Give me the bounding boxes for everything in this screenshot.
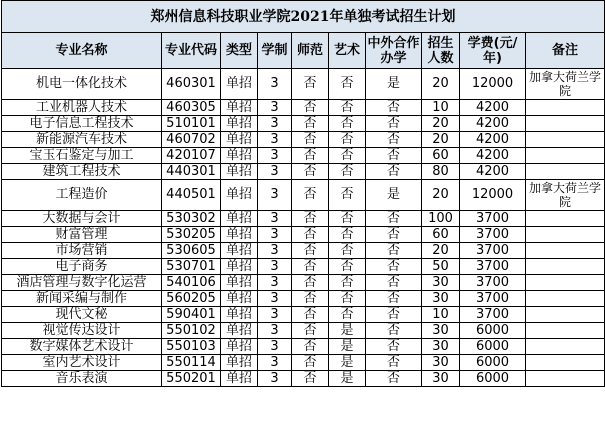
- cell-art: 否: [329, 307, 366, 323]
- header-count: 招生人数: [422, 33, 460, 69]
- cell-coop: 否: [366, 259, 422, 275]
- cell-note: [526, 211, 605, 227]
- cell-code: 540106: [162, 275, 221, 291]
- cell-note: [526, 164, 605, 180]
- cell-count: 30: [422, 339, 460, 355]
- cell-art: 否: [329, 164, 366, 180]
- cell-name: 机电一体化技术: [2, 69, 162, 100]
- cell-coop: 否: [366, 211, 422, 227]
- cell-count: 30: [422, 355, 460, 371]
- cell-fee: 3700: [460, 227, 526, 243]
- cell-code: 510101: [162, 116, 221, 132]
- cell-count: 20: [422, 69, 460, 100]
- cell-normal: 否: [292, 339, 329, 355]
- cell-count: 30: [422, 371, 460, 387]
- table-row: [2, 148, 605, 164]
- cell-note: [526, 339, 605, 355]
- cell-name: 电子信息工程技术: [2, 116, 162, 132]
- cell-note: [526, 132, 605, 148]
- cell-art: 否: [329, 275, 366, 291]
- cell-fee: 3700: [460, 211, 526, 227]
- cell-years: 3: [258, 116, 292, 132]
- cell-normal: 否: [292, 148, 329, 164]
- cell-count: 30: [422, 275, 460, 291]
- cell-fee: 6000: [460, 355, 526, 371]
- cell-coop: 否: [366, 116, 422, 132]
- cell-art: 否: [329, 69, 366, 100]
- cell-fee: 12000: [460, 69, 526, 100]
- header-coop: 中外合作办学: [366, 33, 422, 69]
- cell-art: 是: [329, 371, 366, 387]
- cell-count: 100: [422, 211, 460, 227]
- cell-count: 30: [422, 291, 460, 307]
- cell-normal: 否: [292, 291, 329, 307]
- cell-code: 550102: [162, 323, 221, 339]
- header-art: 艺术: [329, 33, 366, 69]
- cell-coop: 否: [366, 339, 422, 355]
- table-row: [2, 275, 605, 291]
- cell-art: 是: [329, 339, 366, 355]
- cell-code: 550201: [162, 371, 221, 387]
- cell-coop: 否: [366, 371, 422, 387]
- cell-years: 3: [258, 227, 292, 243]
- cell-art: 否: [329, 132, 366, 148]
- cell-count: 20: [422, 243, 460, 259]
- cell-fee: 6000: [460, 323, 526, 339]
- table-row: [2, 291, 605, 307]
- cell-name: 大数据与会计: [2, 211, 162, 227]
- cell-normal: 否: [292, 307, 329, 323]
- cell-normal: 否: [292, 227, 329, 243]
- cell-art: 否: [329, 180, 366, 211]
- table-row: [2, 132, 605, 148]
- cell-note: [526, 291, 605, 307]
- cell-code: 550103: [162, 339, 221, 355]
- cell-coop: 是: [366, 180, 422, 211]
- cell-name: 工业机器人技术: [2, 100, 162, 116]
- cell-years: 3: [258, 164, 292, 180]
- cell-years: 3: [258, 355, 292, 371]
- cell-type: 单招: [221, 227, 258, 243]
- enrollment-plan-table: [1, 0, 605, 387]
- cell-note: [526, 307, 605, 323]
- cell-code: 440501: [162, 180, 221, 211]
- cell-normal: 否: [292, 275, 329, 291]
- cell-type: 单招: [221, 132, 258, 148]
- cell-years: 3: [258, 275, 292, 291]
- cell-type: 单招: [221, 259, 258, 275]
- cell-type: 单招: [221, 323, 258, 339]
- cell-count: 20: [422, 132, 460, 148]
- cell-count: 30: [422, 323, 460, 339]
- cell-art: 是: [329, 355, 366, 371]
- cell-normal: 否: [292, 100, 329, 116]
- cell-normal: 否: [292, 371, 329, 387]
- cell-normal: 否: [292, 259, 329, 275]
- cell-name: 电子商务: [2, 259, 162, 275]
- cell-code: 590401: [162, 307, 221, 323]
- cell-name: 音乐表演: [2, 371, 162, 387]
- cell-art: 否: [329, 116, 366, 132]
- cell-fee: 3700: [460, 307, 526, 323]
- cell-coop: 否: [366, 164, 422, 180]
- cell-name: 市场营销: [2, 243, 162, 259]
- cell-coop: 是: [366, 69, 422, 100]
- cell-normal: 否: [292, 180, 329, 211]
- cell-name: 财富管理: [2, 227, 162, 243]
- cell-fee: 4200: [460, 100, 526, 116]
- cell-name: 建筑工程技术: [2, 164, 162, 180]
- cell-years: 3: [258, 148, 292, 164]
- cell-fee: 4200: [460, 148, 526, 164]
- cell-type: 单招: [221, 291, 258, 307]
- table-row: [2, 164, 605, 180]
- cell-years: 3: [258, 243, 292, 259]
- cell-count: 60: [422, 148, 460, 164]
- table-row: [2, 100, 605, 116]
- cell-fee: 4200: [460, 132, 526, 148]
- cell-note: [526, 148, 605, 164]
- cell-name: 酒店管理与数字化运营: [2, 275, 162, 291]
- cell-fee: 3700: [460, 275, 526, 291]
- cell-type: 单招: [221, 148, 258, 164]
- cell-note: 加拿大荷兰学院: [526, 69, 605, 100]
- cell-coop: 否: [366, 307, 422, 323]
- cell-type: 单招: [221, 116, 258, 132]
- cell-code: 420107: [162, 148, 221, 164]
- table-row: [2, 243, 605, 259]
- table-row: [2, 259, 605, 275]
- cell-name: 宝玉石鉴定与加工: [2, 148, 162, 164]
- cell-type: 单招: [221, 339, 258, 355]
- cell-code: 440301: [162, 164, 221, 180]
- cell-name: 室内艺术设计: [2, 355, 162, 371]
- header-fee: 学费(元/年): [460, 33, 526, 69]
- header-normal: 师范: [292, 33, 329, 69]
- cell-normal: 否: [292, 323, 329, 339]
- cell-count: 10: [422, 307, 460, 323]
- cell-type: 单招: [221, 100, 258, 116]
- cell-name: 现代文秘: [2, 307, 162, 323]
- cell-name: 数字媒体艺术设计: [2, 339, 162, 355]
- cell-code: 460301: [162, 69, 221, 100]
- cell-name: 视觉传达设计: [2, 323, 162, 339]
- cell-note: 加拿大荷兰学院: [526, 180, 605, 211]
- cell-note: [526, 275, 605, 291]
- cell-code: 460305: [162, 100, 221, 116]
- cell-count: 20: [422, 180, 460, 211]
- cell-years: 3: [258, 323, 292, 339]
- table-row: [2, 69, 605, 100]
- cell-years: 3: [258, 339, 292, 355]
- cell-years: 3: [258, 291, 292, 307]
- cell-fee: 4200: [460, 164, 526, 180]
- cell-normal: 否: [292, 164, 329, 180]
- cell-coop: 否: [366, 100, 422, 116]
- cell-note: [526, 243, 605, 259]
- cell-coop: 否: [366, 132, 422, 148]
- cell-type: 单招: [221, 371, 258, 387]
- cell-years: 3: [258, 211, 292, 227]
- cell-normal: 否: [292, 132, 329, 148]
- table-row: [2, 323, 605, 339]
- cell-fee: 3700: [460, 259, 526, 275]
- cell-type: 单招: [221, 69, 258, 100]
- cell-type: 单招: [221, 164, 258, 180]
- cell-fee: 3700: [460, 291, 526, 307]
- cell-art: 否: [329, 100, 366, 116]
- table-row: [2, 211, 605, 227]
- cell-type: 单招: [221, 243, 258, 259]
- cell-note: [526, 323, 605, 339]
- table-row: [2, 355, 605, 371]
- cell-normal: 否: [292, 69, 329, 100]
- cell-coop: 否: [366, 291, 422, 307]
- cell-art: 否: [329, 211, 366, 227]
- table-title: 郑州信息科技职业学院2021年单独考试招生计划: [2, 1, 605, 33]
- cell-normal: 否: [292, 355, 329, 371]
- cell-note: [526, 355, 605, 371]
- table-row: [2, 371, 605, 387]
- table-row: [2, 180, 605, 211]
- cell-coop: 否: [366, 275, 422, 291]
- cell-code: 530302: [162, 211, 221, 227]
- cell-name: 新能源汽车技术: [2, 132, 162, 148]
- cell-normal: 否: [292, 243, 329, 259]
- cell-years: 3: [258, 180, 292, 211]
- cell-type: 单招: [221, 307, 258, 323]
- cell-name: 工程造价: [2, 180, 162, 211]
- table-row: [2, 307, 605, 323]
- cell-fee: 3700: [460, 243, 526, 259]
- cell-coop: 否: [366, 323, 422, 339]
- cell-code: 560205: [162, 291, 221, 307]
- cell-years: 3: [258, 371, 292, 387]
- cell-type: 单招: [221, 355, 258, 371]
- cell-code: 550114: [162, 355, 221, 371]
- cell-code: 460702: [162, 132, 221, 148]
- cell-fee: 12000: [460, 180, 526, 211]
- cell-type: 单招: [221, 180, 258, 211]
- cell-name: 新闻采编与制作: [2, 291, 162, 307]
- cell-art: 否: [329, 148, 366, 164]
- cell-coop: 否: [366, 355, 422, 371]
- cell-count: 50: [422, 259, 460, 275]
- cell-art: 否: [329, 259, 366, 275]
- cell-coop: 否: [366, 227, 422, 243]
- cell-years: 3: [258, 259, 292, 275]
- header-code: 专业代码: [162, 33, 221, 69]
- cell-type: 单招: [221, 275, 258, 291]
- cell-code: 530701: [162, 259, 221, 275]
- cell-note: [526, 259, 605, 275]
- cell-count: 20: [422, 116, 460, 132]
- cell-years: 3: [258, 100, 292, 116]
- cell-count: 60: [422, 227, 460, 243]
- cell-note: [526, 100, 605, 116]
- cell-art: 是: [329, 323, 366, 339]
- cell-note: [526, 227, 605, 243]
- cell-coop: 否: [366, 243, 422, 259]
- cell-fee: 6000: [460, 371, 526, 387]
- header-name: 专业名称: [2, 33, 162, 69]
- header-years: 学制: [258, 33, 292, 69]
- cell-type: 单招: [221, 211, 258, 227]
- cell-normal: 否: [292, 116, 329, 132]
- cell-count: 10: [422, 100, 460, 116]
- cell-art: 否: [329, 291, 366, 307]
- cell-years: 3: [258, 132, 292, 148]
- cell-normal: 否: [292, 211, 329, 227]
- cell-coop: 否: [366, 148, 422, 164]
- cell-art: 否: [329, 243, 366, 259]
- cell-years: 3: [258, 69, 292, 100]
- table-row: [2, 339, 605, 355]
- header-type: 类型: [221, 33, 258, 69]
- cell-fee: 4200: [460, 116, 526, 132]
- cell-count: 80: [422, 164, 460, 180]
- header-row: [2, 33, 605, 69]
- cell-code: 530205: [162, 227, 221, 243]
- header-note: 备注: [526, 33, 605, 69]
- cell-code: 530605: [162, 243, 221, 259]
- cell-note: [526, 371, 605, 387]
- table-row: [2, 227, 605, 243]
- cell-art: 否: [329, 227, 366, 243]
- cell-years: 3: [258, 307, 292, 323]
- table-row: [2, 116, 605, 132]
- cell-fee: 6000: [460, 339, 526, 355]
- cell-note: [526, 116, 605, 132]
